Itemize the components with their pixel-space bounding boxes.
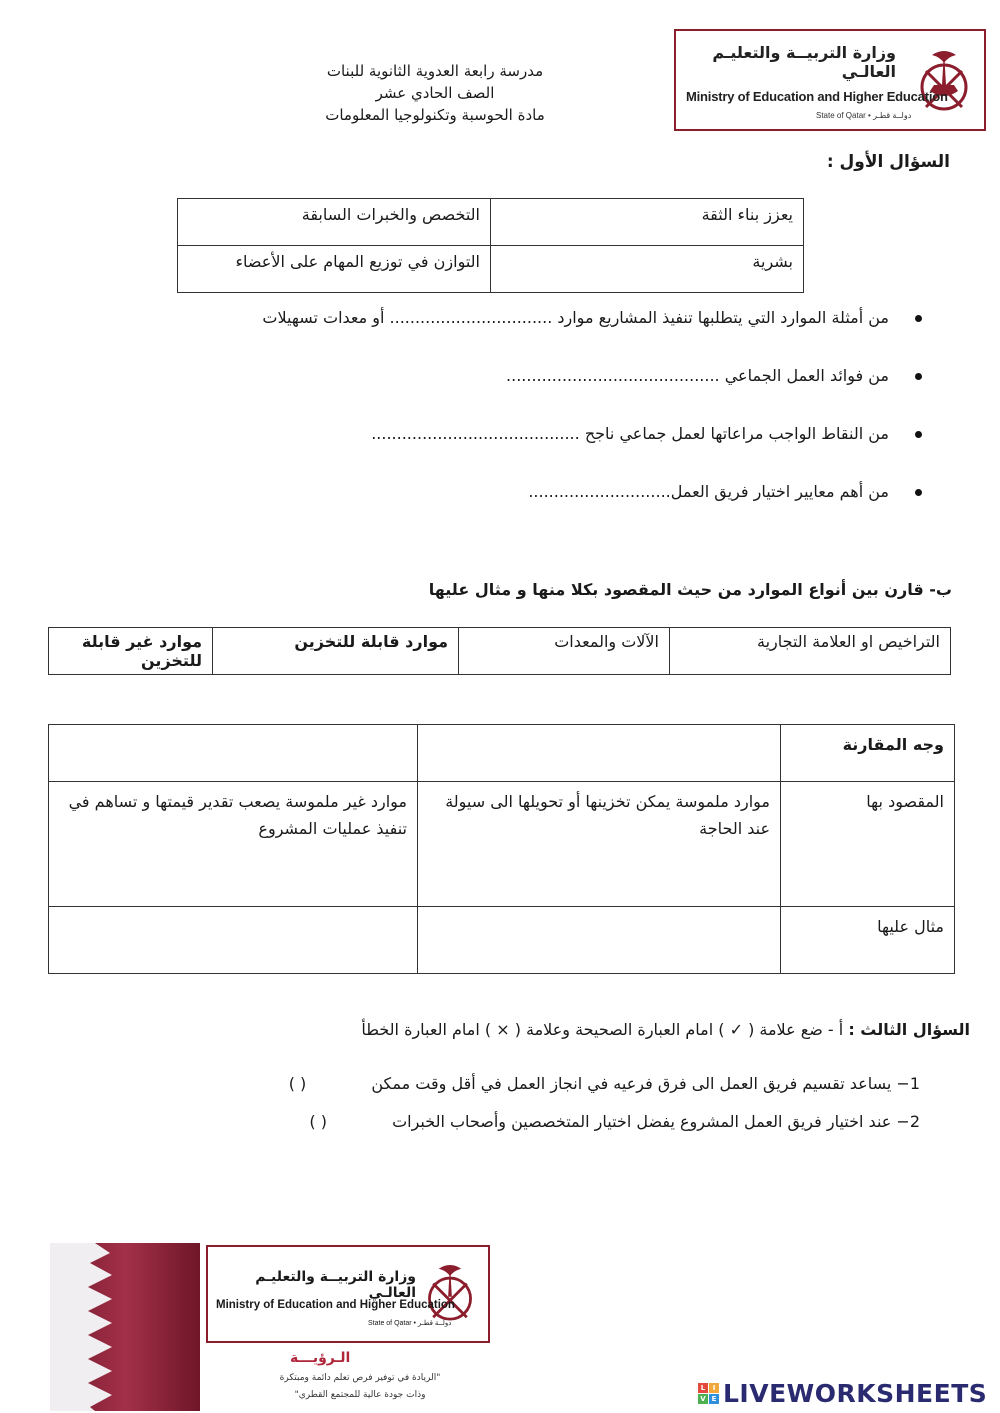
list-item: [371, 424, 922, 443]
row-label: مثال عليها: [781, 907, 955, 974]
item-text: يساعد تقسيم فريق العمل الى فرق فرعيه في انجاز العمل في أقل وقت ممكن: [371, 1074, 892, 1093]
logo-arabic-text: وزارة التربيــة والتعليـم العالـي: [255, 1269, 416, 1301]
answer-box[interactable]: ( ): [288, 1074, 307, 1093]
option-item[interactable]: موارد قابلة للتخزين: [213, 628, 459, 675]
table-cell[interactable]: التخصص والخبرات السابقة: [178, 199, 491, 246]
question3-header: [361, 1020, 970, 1039]
question3-instruction: أ - ضع علامة ( ✓ ) امام العبارة الصحيحة وعلامة ( × ) امام العبارة الخطأ: [361, 1020, 844, 1039]
drop-zone[interactable]: [49, 725, 418, 782]
fill-in-blank-text[interactable]: من أهم معايير اختيار فريق العمل............................: [528, 482, 889, 501]
option-item[interactable]: التراخيص او العلامة التجارية: [670, 628, 951, 675]
table-row: [178, 199, 804, 246]
table-row: [49, 907, 955, 974]
table-cell[interactable]: التوازن في توزيع المهام على الأعضاء: [178, 246, 491, 293]
option-item[interactable]: الآلات والمعدات: [459, 628, 670, 675]
vision-line: "الريادة في توفير فرص تعلم دائمة ومبتكرة: [279, 1373, 441, 1383]
brand-icon-letter: E: [709, 1394, 719, 1404]
table-row: [49, 725, 955, 782]
question1-table: [177, 198, 804, 293]
vision-statement: [240, 1370, 480, 1404]
vision-title: الـرؤيـــة: [290, 1350, 351, 1366]
row-label: المقصود بها: [781, 782, 955, 907]
bullet-icon: [915, 489, 922, 496]
liveworksheets-icon: [698, 1383, 719, 1404]
table-cell[interactable]: يعزز بناء الثقة: [491, 199, 804, 246]
vision-line: وذات جودة عالية للمجتمع القطري": [294, 1390, 426, 1400]
item-number: 1−: [896, 1074, 920, 1093]
list-item: [262, 308, 922, 327]
liveworksheets-brand[interactable]: [698, 1379, 987, 1407]
item-text: عند اختيار فريق العمل المشروع يفضل اختيار المتخصصين وأصحاب الخبرات: [392, 1112, 892, 1131]
brand-icon-letter: V: [698, 1394, 708, 1404]
table-cell[interactable]: بشرية: [491, 246, 804, 293]
logo-arabic-text: وزارة التربيــة والتعليـم العالـي: [712, 43, 896, 81]
logo-state-text: State of Qatar • دولــة قطـر: [368, 1320, 452, 1327]
bullet-icon: [915, 315, 922, 322]
brand-icon-letter: L: [698, 1383, 708, 1393]
grade-label: الصف الحادي عشر: [375, 84, 495, 102]
subject-label: مادة الحوسبة وتكنولوجيا المعلومات: [325, 106, 545, 124]
table-row: [49, 628, 951, 675]
logo-english-text: Ministry of Education and Higher Education: [216, 1299, 455, 1311]
logo-english-text: Ministry of Education and Higher Education: [686, 89, 948, 104]
list-item: [528, 482, 922, 501]
question3-title: السؤال الثالث :: [848, 1020, 970, 1039]
school-name: مدرسة رابعة العدوية الثانوية للبنات: [326, 62, 544, 80]
comparison-header: وجه المقارنة: [781, 725, 955, 782]
comparison-table: [48, 724, 955, 974]
list-item: [506, 366, 922, 385]
qatar-emblem-icon: [914, 41, 974, 121]
table-row: [178, 246, 804, 293]
qatar-flag-icon: [50, 1243, 200, 1411]
fill-in-blank-text[interactable]: من فوائد العمل الجماعي ..........................................: [506, 366, 889, 385]
school-info: [300, 60, 570, 126]
true-false-item: [309, 1112, 920, 1131]
option-item[interactable]: موارد غير قابلة للتخزين: [49, 628, 213, 675]
drop-zone[interactable]: [418, 907, 781, 974]
comparison-cell: موارد ملموسة يمكن تخزينها أو تحويلها الى سيولة عند الحاجة: [418, 782, 781, 907]
logo-state-text: State of Qatar • دولــة قطـر: [816, 111, 912, 120]
drop-zone[interactable]: [49, 907, 418, 974]
drop-zone[interactable]: [418, 725, 781, 782]
question1-title: السؤال الأول :: [826, 152, 950, 172]
true-false-item: [289, 1074, 920, 1093]
comparison-cell: موارد غير ملموسة يصعب تقدير قيمتها و تساهم في تنفيذ عمليات المشروع: [49, 782, 418, 907]
ministry-logo: [674, 29, 986, 131]
table-row: [49, 782, 955, 907]
options-table: [48, 627, 951, 675]
brand-icon-letter: I: [709, 1383, 719, 1393]
bullet-icon: [915, 373, 922, 380]
fill-in-blank-text[interactable]: من النقاط الواجب مراعاتها لعمل جماعي ناجح .........................................: [371, 424, 889, 443]
footer-ministry-logo: [206, 1245, 490, 1343]
brand-name: LIVEWORKSHEETS: [723, 1378, 988, 1408]
bullet-icon: [915, 431, 922, 438]
question1b-title: ب- قارن بين أنواع الموارد من حيث المقصود بكلا منها و مثال عليها: [428, 580, 952, 599]
fill-in-blank-text[interactable]: من أمثلة الموارد التي يتطلبها تنفيذ المشاريع موارد ................................ أو معدات تسهيلات: [262, 308, 889, 327]
answer-box[interactable]: ( ): [309, 1112, 327, 1131]
item-number: 2−: [896, 1112, 920, 1131]
